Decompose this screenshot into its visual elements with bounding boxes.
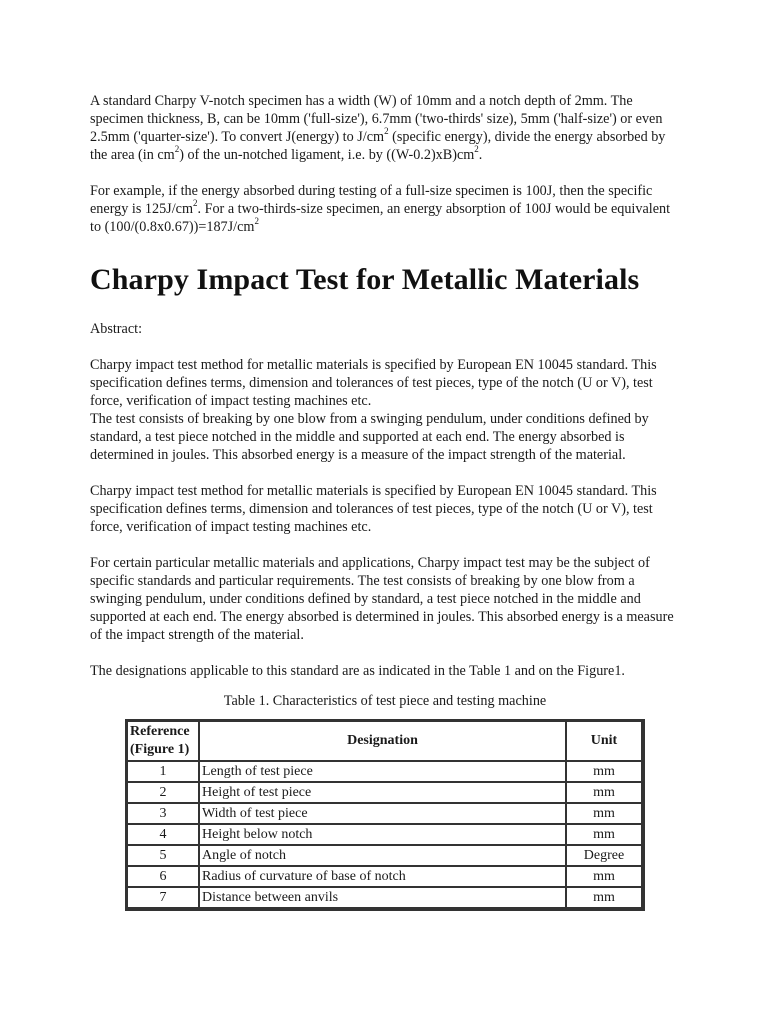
document-page — [90, 92, 680, 905]
unit-header: Unit — [566, 721, 642, 761]
reference-header-line1: Reference — [130, 724, 190, 739]
unit-cell: mm — [566, 866, 642, 887]
table-row — [127, 761, 642, 782]
table-caption: Table 1. Characteristics of test piece and testing machine — [223, 693, 547, 709]
text-run: (specific energy), divide the energy absorbed by the area (in cm — [90, 129, 666, 163]
reference-cell: 3 — [127, 803, 199, 824]
abstract-label: Abstract: — [90, 321, 143, 337]
designation-cell: Height below notch — [199, 824, 566, 845]
superscript: 2 — [474, 144, 479, 155]
table-row — [127, 824, 642, 845]
reference-cell: 6 — [127, 866, 199, 887]
intro-paragraph-1 — [90, 92, 680, 164]
reference-header-line2: (Figure 1) — [130, 742, 190, 757]
table-row — [127, 887, 642, 908]
designation-cell: Radius of curvature of base of notch — [199, 866, 566, 887]
text-run: For example, if the energy absorbed during testing of a full-size specimen is 100J, then the specific energy is 125J/cm — [90, 183, 653, 217]
superscript: 2 — [254, 216, 259, 227]
reference-cell: 4 — [127, 824, 199, 845]
designation-cell: Height of test piece — [199, 782, 566, 803]
reference-cell: 1 — [127, 761, 199, 782]
superscript: 2 — [174, 144, 180, 155]
page-title: Charpy Impact Test for Metallic Materials — [90, 263, 640, 296]
characteristics-table — [125, 719, 645, 911]
reference-header — [127, 721, 199, 761]
text-run: A standard Charpy V-notch specimen has a width (W) of 10mm and a notch depth of 2mm. The specimen thickness, B, can be 10mm ('full-size'), 6.7mm ('two-thirds' size), 5mm ('half-size') or even 2.5mm ('quarter-size'). To convert J(energy) to J/cm — [90, 93, 663, 145]
table-row — [127, 782, 642, 803]
abstract-paragraph-1: Charpy impact test method for metallic materials is specified by European EN 10045 standard. This specification defines terms, dimension and tolerances of test pieces, type of the notch (U or V), test force, verification of impact testing machines etc. — [90, 357, 657, 409]
superscript: 2 — [192, 198, 198, 209]
unit-cell: mm — [566, 887, 642, 908]
designation-cell: Distance between anvils — [199, 887, 566, 908]
superscript: 2 — [384, 126, 389, 137]
designation-cell: Angle of notch — [199, 845, 566, 866]
abstract-paragraph-2: The test consists of breaking by one blow from a swinging pendulum, under conditions defined by standard, a test piece notched in the middle and supported at each end. The energy absorbed is determined in joules. This absorbed energy is a measure of the impact strength of the material. — [90, 411, 649, 463]
text-run: . — [478, 147, 483, 163]
unit-cell: mm — [566, 761, 642, 782]
reference-cell: 2 — [127, 782, 199, 803]
designations-paragraph: The designations applicable to this standard are as indicated in the Table 1 and on the Figure1. — [90, 663, 625, 679]
designation-cell: Length of test piece — [199, 761, 566, 782]
unit-cell: Degree — [566, 845, 642, 866]
table-header-row — [127, 721, 642, 761]
text-run: . For a two-thirds-size specimen, an energy absorption of 100J would be equivalent to (100/(0.8x0.67))=187J/cm — [90, 201, 671, 235]
table-row — [127, 803, 642, 824]
intro-paragraph-2 — [90, 182, 680, 236]
text-run: ) of the un-notched ligament, i.e. by ((W-0.2)xB)cm — [179, 147, 475, 163]
unit-cell: mm — [566, 782, 642, 803]
unit-cell: mm — [566, 803, 642, 824]
reference-cell: 7 — [127, 887, 199, 908]
table-row — [127, 845, 642, 866]
table-row — [127, 866, 642, 887]
unit-cell: mm — [566, 824, 642, 845]
abstract-paragraph-4: For certain particular metallic materials and applications, Charpy impact test may be the subject of specific standards and particular requirements. The test consists of breaking by one blow from a swinging pendulum, under conditions defined by standard, a test piece notched in the middle and supported at each end. The energy absorbed is determined in joules. This absorbed energy is a measure of the impact strength of the material. — [90, 555, 674, 643]
designation-cell: Width of test piece — [199, 803, 566, 824]
reference-cell: 5 — [127, 845, 199, 866]
designation-header: Designation — [199, 721, 566, 761]
abstract-paragraph-3: Charpy impact test method for metallic materials is specified by European EN 10045 standard. This specification defines terms, dimension and tolerances of test pieces, type of the notch (U or V), test force, verification of impact testing machines etc. — [90, 483, 657, 535]
